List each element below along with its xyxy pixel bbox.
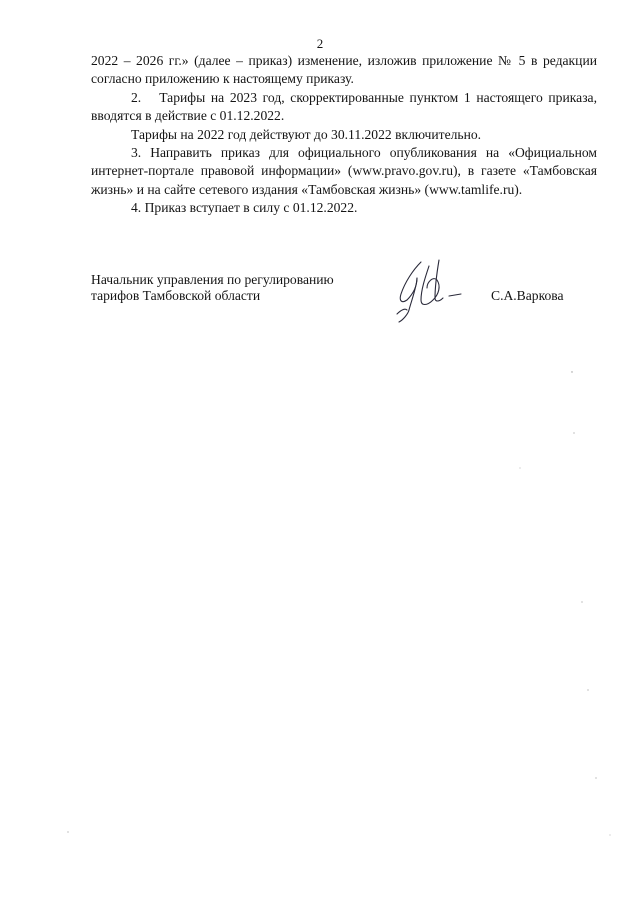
paragraph-tariffs-2022: Тарифы на 2022 год действуют до 30.11.2022 включительно.	[131, 126, 482, 142]
page-number: 2	[316, 36, 324, 51]
item-2-text: Тарифы на 2023 год, скорректированные пунктом 1 настоящего приказа, вводятся в действие с 01.12.2022.	[91, 89, 597, 124]
signatory-name: С.А.Варкова	[491, 288, 564, 303]
paragraph-continuation: 2022 – 2026 гг.» (далее – приказ) изменение, изложив приложение № 5 в редакции согласно приложению к настоящему приказу.	[91, 53, 597, 87]
paragraph-item-3: 3. Направить приказ для официального опубликования на «Официальном интернет-портале правовой информации» (www.pravo.gov.ru), в газете «Тамбовская жизнь» и на сайте сетевого издания «Тамбовская жизнь» (www.tamlife.ru).	[91, 145, 597, 197]
paragraph-item-2	[91, 89, 597, 126]
paragraph-item-4: 4. Приказ вступает в силу с 01.12.2022.	[131, 200, 358, 216]
item-2-number: 2.	[131, 89, 142, 105]
signatory-position	[91, 272, 391, 304]
document-body	[91, 52, 597, 218]
handwritten-signature	[391, 256, 481, 326]
signature-block	[91, 272, 597, 332]
signatory-position-line-2: тарифов Тамбовской области	[91, 288, 261, 303]
signatory-position-line-1: Начальник управления по регулированию	[91, 272, 334, 287]
